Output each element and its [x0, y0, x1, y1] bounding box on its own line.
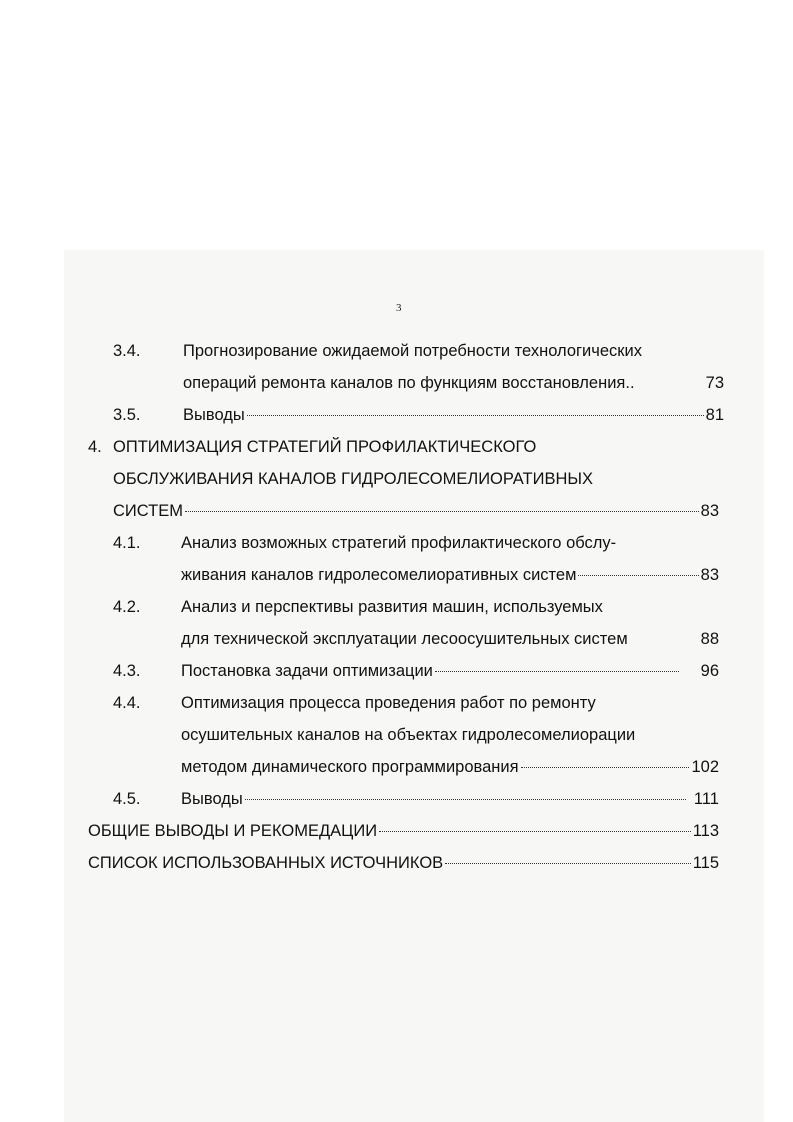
toc-entry-leader-line [181, 783, 719, 815]
toc-entry-page: 115 [692, 854, 719, 872]
toc-entry-text: Выводы [183, 406, 245, 424]
toc-entry-text: ОПТИМИЗАЦИЯ СТРАТЕГИЙ ПРОФИЛАКТИЧЕСКОГО [113, 438, 537, 456]
toc-entry-text: СПИСОК ИСПОЛЬЗОВАННЫХ ИСТОЧНИКОВ [88, 854, 444, 872]
toc-entry-leader-line [181, 655, 719, 687]
toc-entry-leader-line [181, 559, 719, 591]
dot-leader [185, 511, 699, 512]
toc-entry-page: 102 [691, 758, 719, 776]
toc-entry-number: 4. [88, 438, 102, 456]
toc-entry-conclusions [88, 815, 719, 847]
toc-entry-text: для технической эксплуатации лесоосушительных систем [181, 630, 628, 648]
dot-leader [245, 799, 686, 800]
toc-entry-page: 83 [700, 566, 719, 584]
toc-entry-text: Анализ и перспективы развития машин, используемых [181, 598, 603, 616]
toc-entry-text: методом динамического программирования [181, 758, 519, 776]
dot-leader [379, 831, 691, 832]
toc-entry-text: Оптимизация процесса проведения работ по ремонту [181, 694, 596, 712]
dot-leader [247, 415, 704, 416]
toc-entry-leader-line [113, 495, 719, 527]
page-number: 3 [396, 302, 402, 314]
toc-entry-text: операций ремонта каналов по функциям восстановления.. [183, 374, 635, 392]
toc-entry-number: 4.5. [113, 790, 141, 808]
toc-entry-text: ОБЩИЕ ВЫВОДЫ И РЕКОМЕДАЦИИ [88, 822, 378, 840]
toc-entry-number: 3.4. [113, 342, 141, 360]
toc-entry-text: осушительных каналов на объектах гидролесомелиорации [181, 726, 636, 744]
toc-entry-leader-line [183, 399, 724, 431]
toc-entry-page: 113 [692, 822, 719, 840]
toc-entry-leader-line [181, 751, 719, 783]
toc-entry-number: 3.5. [113, 406, 141, 424]
toc-entry-number: 4.3. [113, 662, 141, 680]
toc-entry-page: 111 [693, 790, 719, 808]
dot-leader [435, 671, 679, 672]
toc-entry-page: 88 [700, 630, 719, 648]
toc-entry-number: 4.2. [113, 598, 141, 616]
toc-entry-text: СИСТЕМ [113, 502, 183, 520]
dot-leader [521, 767, 690, 768]
toc-entry-references [88, 847, 719, 879]
toc-entry-text: живания каналов гидролесомелиоративных систем [181, 566, 577, 584]
toc-entry-number: 4.4. [113, 694, 141, 712]
toc-entry-text: Постановка задачи оптимизации [181, 662, 433, 680]
toc-entry-text: Прогнозирование ожидаемой потребности технологических [183, 342, 642, 360]
toc-entry-text: Выводы [181, 790, 243, 808]
toc-entry-page: 83 [700, 502, 719, 520]
dot-leader [578, 575, 698, 576]
toc-entry-number: 4.1. [113, 534, 141, 552]
toc-entry-text: ОБСЛУЖИВАНИЯ КАНАЛОВ ГИДРОЛЕСОМЕЛИОРАТИВНЫХ [113, 470, 593, 488]
toc-entry-page: 81 [705, 406, 724, 424]
toc-entry-text: Анализ возможных стратегий профилактического обслу- [181, 534, 617, 552]
dot-leader [445, 863, 691, 864]
toc-entry-page: 96 [700, 662, 719, 680]
toc-entry-page: 73 [705, 374, 724, 392]
